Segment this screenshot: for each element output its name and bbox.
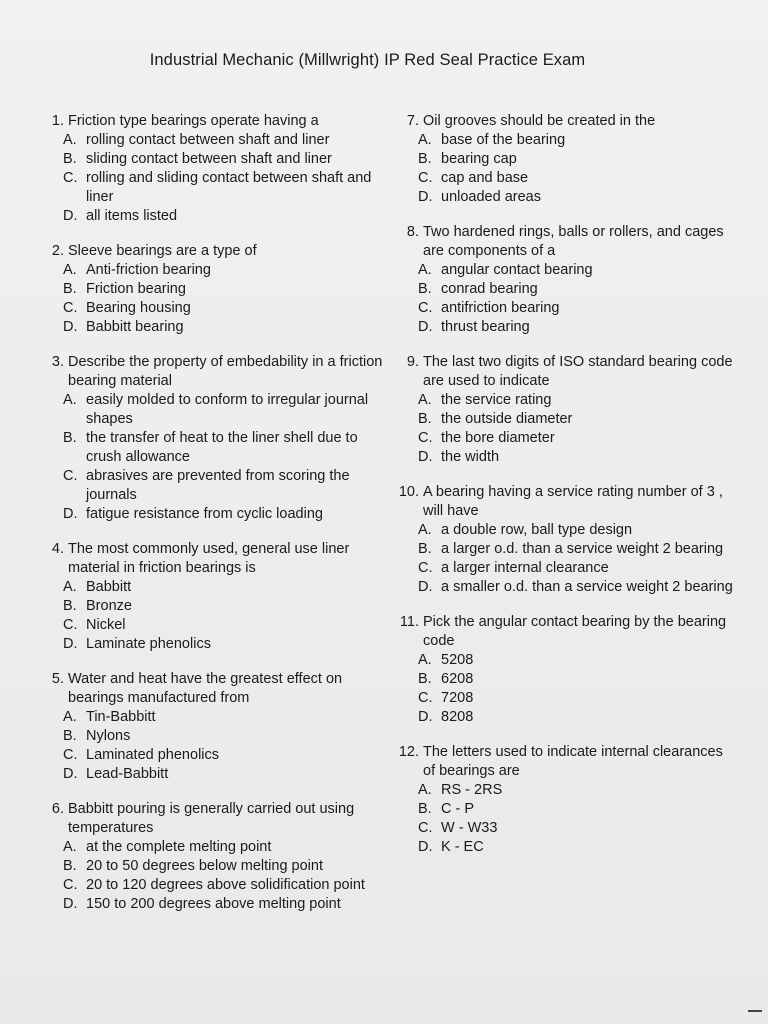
answer-option — [63, 635, 383, 654]
answer-option — [418, 781, 738, 800]
question-number: 12. — [398, 744, 419, 760]
answer-option — [63, 838, 383, 857]
answer-option — [63, 876, 383, 895]
answer-option — [418, 651, 738, 670]
answer-option — [418, 838, 738, 857]
answer-option — [418, 540, 738, 559]
answer-option — [418, 188, 738, 207]
option-text: a larger o.d. than a service weight 2 bearing — [441, 541, 724, 557]
answer-option — [63, 429, 383, 467]
option-text: the service rating — [441, 392, 552, 408]
answer-option — [63, 505, 383, 524]
option-letter: A. — [63, 132, 77, 148]
option-letter: B. — [418, 801, 432, 817]
option-letter: A. — [63, 262, 77, 278]
answer-option — [63, 169, 383, 207]
option-text: Lead-Babbitt — [86, 766, 169, 782]
question-4 — [43, 540, 383, 654]
question-text: The letters used to indicate internal clearances of bearings are — [423, 744, 723, 779]
option-text: easily molded to conform to irregular journal shapes — [86, 392, 369, 427]
answer-option — [418, 261, 738, 280]
option-letter: D. — [63, 208, 78, 224]
answer-option — [418, 689, 738, 708]
option-letter: B. — [418, 281, 432, 297]
option-text: Bronze — [86, 598, 132, 614]
answer-option — [63, 597, 383, 616]
question-3 — [43, 353, 383, 524]
option-text: at the complete melting point — [86, 839, 272, 855]
option-text: bearing cap — [441, 151, 517, 167]
option-text: the width — [441, 449, 500, 465]
option-letter: B. — [63, 598, 77, 614]
answer-option — [63, 318, 383, 337]
option-letter: B. — [418, 411, 432, 427]
option-letter: D. — [418, 319, 433, 335]
option-text: cap and base — [441, 170, 529, 186]
answer-option — [418, 280, 738, 299]
option-text: 7208 — [441, 690, 474, 706]
option-letter: C. — [418, 430, 433, 446]
answer-option — [63, 391, 383, 429]
option-letter: B. — [63, 151, 77, 167]
option-letter: D. — [63, 506, 78, 522]
answer-option — [63, 746, 383, 765]
answer-option — [63, 708, 383, 727]
option-letter: C. — [63, 747, 78, 763]
option-letter: A. — [418, 132, 432, 148]
question-text: The most commonly used, general use liner material in friction bearings is — [68, 541, 350, 576]
option-letter: C. — [418, 690, 433, 706]
option-letter: D. — [418, 709, 433, 725]
answer-option — [418, 391, 738, 410]
answer-option — [418, 800, 738, 819]
option-text: thrust bearing — [441, 319, 530, 335]
answer-option — [418, 670, 738, 689]
option-letter: A. — [418, 652, 432, 668]
option-text: Bearing housing — [86, 300, 191, 316]
option-letter: D. — [418, 839, 433, 855]
option-text: Tin-Babbitt — [86, 709, 156, 725]
option-text: rolling contact between shaft and liner — [86, 132, 330, 148]
question-text: Friction type bearings operate having a — [68, 113, 319, 129]
option-text: unloaded areas — [441, 189, 541, 205]
question-6 — [43, 800, 383, 914]
option-letter: A. — [63, 709, 77, 725]
option-letter: A. — [418, 392, 432, 408]
option-text: Nylons — [86, 728, 131, 744]
answer-option — [63, 578, 383, 597]
answer-option — [63, 857, 383, 876]
question-number: 9. — [406, 354, 419, 370]
option-letter: B. — [63, 281, 77, 297]
option-letter: B. — [418, 151, 432, 167]
option-text: K - EC — [441, 839, 484, 855]
question-number: 11. — [399, 614, 419, 630]
answer-option — [418, 448, 738, 467]
option-text: the outside diameter — [441, 411, 573, 427]
question-number: 6. — [51, 801, 64, 817]
option-text: Nickel — [86, 617, 126, 633]
option-text: W - W33 — [441, 820, 498, 836]
option-text: Friction bearing — [86, 281, 186, 297]
option-letter: C. — [63, 468, 78, 484]
answer-option — [418, 819, 738, 838]
option-letter: D. — [418, 189, 433, 205]
answer-option — [63, 150, 383, 169]
question-number: 8. — [406, 224, 419, 240]
option-text: C - P — [441, 801, 475, 817]
question-text: Sleeve bearings are a type of — [68, 243, 257, 259]
option-letter: A. — [63, 839, 77, 855]
question-text: Two hardened rings, balls or rollers, and cages are components of a — [423, 224, 724, 259]
option-text: a double row, ball type design — [441, 522, 633, 538]
right-column — [398, 112, 738, 857]
question-number: 10. — [398, 484, 419, 500]
option-letter: D. — [418, 449, 433, 465]
option-letter: B. — [418, 671, 432, 687]
question-text: Oil grooves should be created in the — [423, 113, 656, 129]
option-text: Babbitt — [86, 579, 132, 595]
option-letter: A. — [418, 522, 432, 538]
question-number: 1. — [51, 113, 64, 129]
answer-option — [418, 578, 738, 597]
question-text: The last two digits of ISO standard bearing code are used to indicate — [423, 354, 733, 389]
option-letter: B. — [63, 430, 77, 446]
question-7 — [398, 112, 738, 207]
option-letter: B. — [418, 541, 432, 557]
question-5 — [43, 670, 383, 784]
question-number: 4. — [51, 541, 64, 557]
question-text: A bearing having a service rating number of 3 , will have — [423, 484, 723, 519]
option-letter: D. — [63, 319, 78, 335]
option-letter: C. — [63, 617, 78, 633]
answer-option — [63, 765, 383, 784]
question-text: Pick the angular contact bearing by the bearing code — [423, 614, 727, 649]
option-letter: C. — [418, 170, 433, 186]
answer-option — [63, 616, 383, 635]
option-text: rolling and sliding contact between shaft and liner — [86, 170, 372, 205]
question-number: 2. — [51, 243, 64, 259]
option-letter: D. — [63, 766, 78, 782]
option-letter: A. — [418, 262, 432, 278]
option-letter: B. — [63, 728, 77, 744]
option-text: abrasives are prevented from scoring the journals — [86, 468, 350, 503]
option-letter: B. — [63, 858, 77, 874]
option-text: 20 to 120 degrees above solidification point — [86, 877, 365, 893]
answer-option — [418, 429, 738, 448]
option-text: Babbitt bearing — [86, 319, 184, 335]
answer-option — [63, 467, 383, 505]
answer-option — [63, 207, 383, 226]
question-12 — [398, 743, 738, 857]
answer-option — [418, 410, 738, 429]
question-text: Describe the property of embedability in a friction bearing material — [68, 354, 383, 389]
option-letter: C. — [63, 170, 78, 186]
scan-mark — [748, 1010, 762, 1012]
option-text: the transfer of heat to the liner shell due to crush allowance — [86, 430, 358, 465]
option-text: antifriction bearing — [441, 300, 560, 316]
option-text: 150 to 200 degrees above melting point — [86, 896, 341, 912]
option-letter: C. — [418, 820, 433, 836]
answer-option — [418, 318, 738, 337]
option-letter: C. — [418, 300, 433, 316]
question-1 — [43, 112, 383, 226]
option-letter: A. — [418, 782, 432, 798]
question-11 — [398, 613, 738, 727]
question-9 — [398, 353, 738, 467]
option-letter: C. — [418, 560, 433, 576]
question-number: 7. — [406, 113, 419, 129]
option-text: conrad bearing — [441, 281, 538, 297]
option-letter: A. — [63, 392, 77, 408]
option-letter: D. — [63, 896, 78, 912]
option-text: 5208 — [441, 652, 474, 668]
question-2 — [43, 242, 383, 337]
answer-option — [63, 727, 383, 746]
option-text: RS - 2RS — [441, 782, 503, 798]
option-text: all items listed — [86, 208, 178, 224]
option-text: base of the bearing — [441, 132, 566, 148]
question-text: Babbitt pouring is generally carried out using temperatures — [68, 801, 355, 836]
option-text: the bore diameter — [441, 430, 555, 446]
option-letter: C. — [63, 877, 78, 893]
option-text: Anti-friction bearing — [86, 262, 211, 278]
answer-option — [63, 280, 383, 299]
option-letter: C. — [63, 300, 78, 316]
answer-option — [418, 708, 738, 727]
option-text: Laminated phenolics — [86, 747, 220, 763]
question-number: 3. — [51, 354, 64, 370]
left-column — [43, 112, 383, 914]
option-text: Laminate phenolics — [86, 636, 211, 652]
option-text: a larger internal clearance — [441, 560, 609, 576]
option-letter: D. — [418, 579, 433, 595]
answer-option — [418, 559, 738, 578]
answer-option — [418, 169, 738, 188]
answer-option — [63, 299, 383, 318]
option-text: 6208 — [441, 671, 474, 687]
answer-option — [63, 131, 383, 150]
question-text: Water and heat have the greatest effect on bearings manufactured from — [68, 671, 343, 706]
question-8 — [398, 223, 738, 337]
option-text: sliding contact between shaft and liner — [86, 151, 332, 167]
page-title: Industrial Mechanic (Millwright) IP Red Seal Practice Exam — [149, 51, 586, 69]
option-text: a smaller o.d. than a service weight 2 bearing — [441, 579, 733, 595]
option-text: angular contact bearing — [441, 262, 593, 278]
option-letter: A. — [63, 579, 77, 595]
option-letter: D. — [63, 636, 78, 652]
answer-option — [418, 521, 738, 540]
question-number: 5. — [51, 671, 64, 687]
answer-option — [63, 261, 383, 280]
option-text: fatigue resistance from cyclic loading — [86, 506, 323, 522]
answer-option — [418, 150, 738, 169]
option-text: 8208 — [441, 709, 474, 725]
answer-option — [418, 131, 738, 150]
answer-option — [418, 299, 738, 318]
answer-option — [63, 895, 383, 914]
question-10 — [398, 483, 738, 597]
option-text: 20 to 50 degrees below melting point — [86, 858, 323, 874]
